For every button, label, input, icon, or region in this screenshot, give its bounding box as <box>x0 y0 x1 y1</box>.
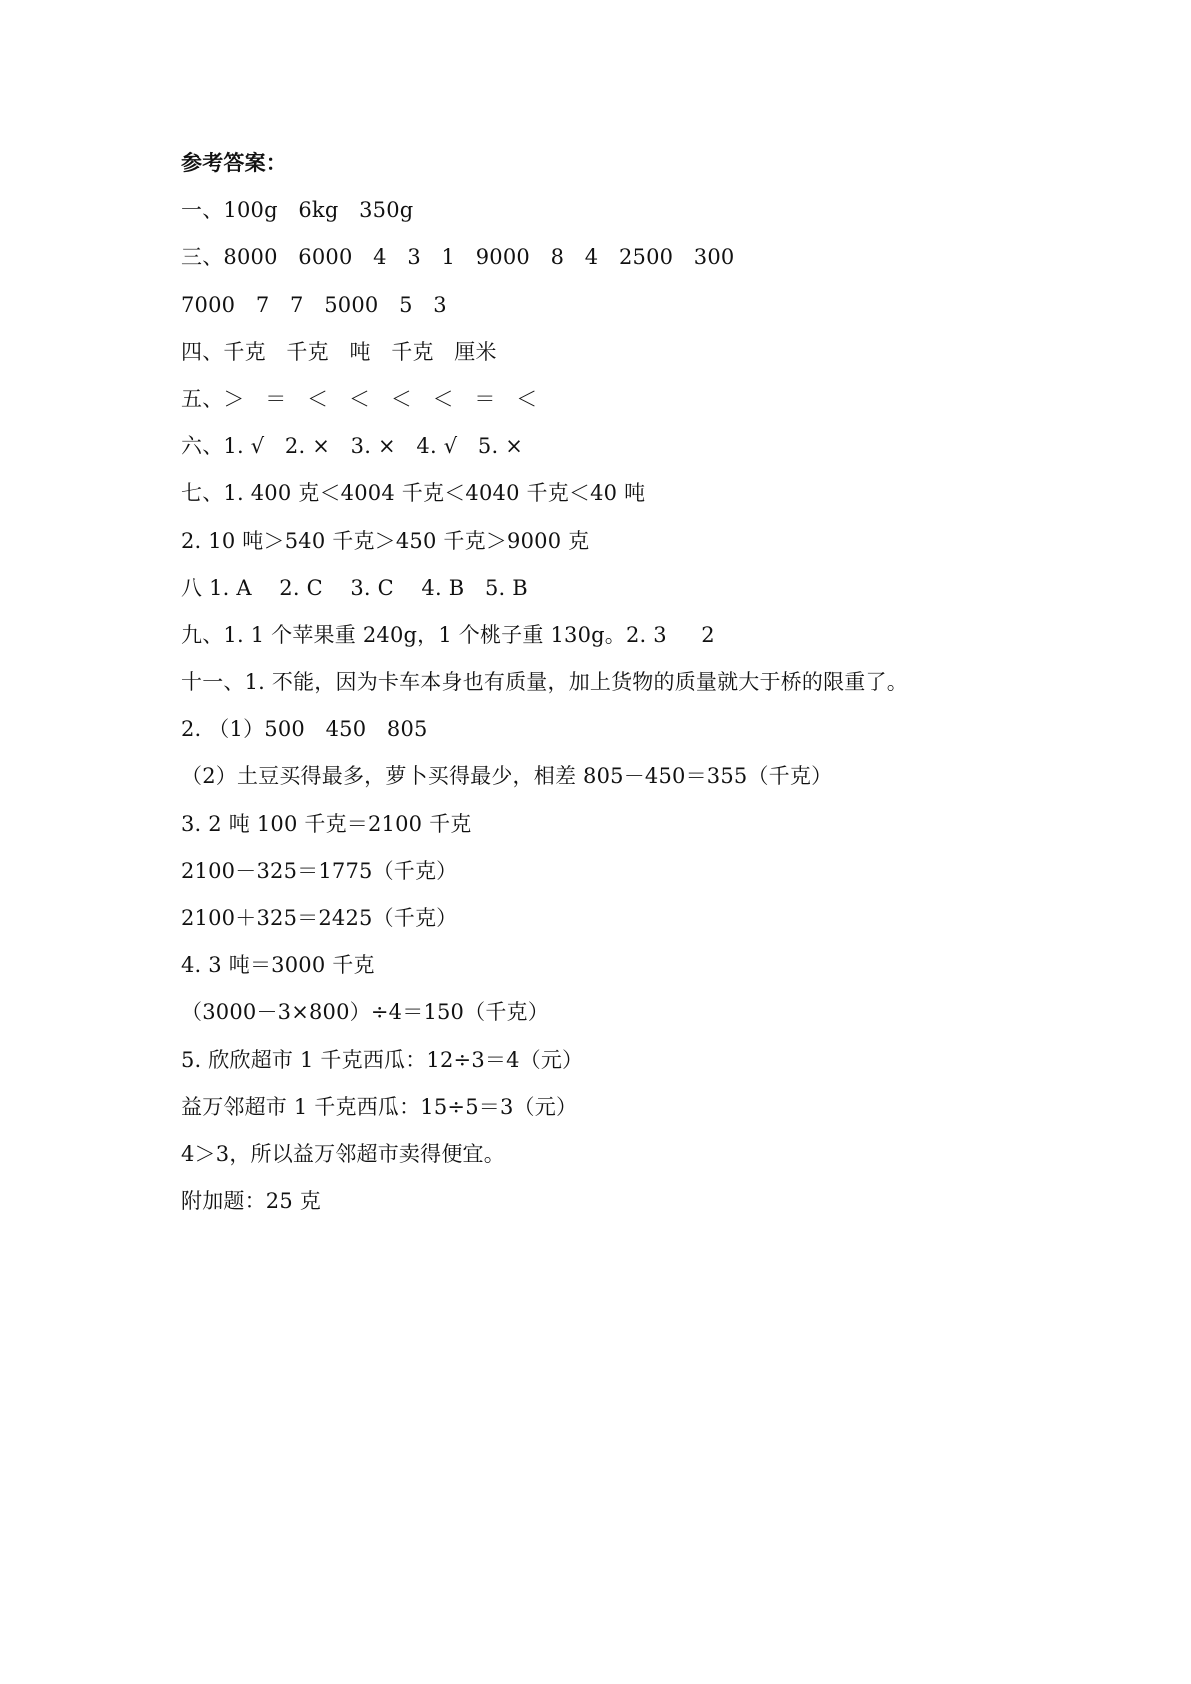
answer-line-11-5c: 4＞3，所以益万邻超市卖得便宜。 <box>181 1141 505 1166</box>
answer-line-11-2b: （2）土豆买得最多，萝卜买得最少，相差 805－450＝355（千克） <box>181 764 833 789</box>
answer-line-6: 六、1. √ 2. × 3. × 4. √ 5. × <box>181 434 524 459</box>
answer-key-content <box>181 140 1081 1225</box>
answer-line-11-5b: 益万邻超市 1 千克西瓜：15÷5＝3（元） <box>181 1094 578 1119</box>
answer-line-1: 一、100g 6kg 350g <box>181 198 414 223</box>
answer-line-7-2: 2. 10 吨＞540 千克＞450 千克＞9000 克 <box>181 528 590 553</box>
answer-line-3-cont: 7000 7 7 5000 5 3 <box>181 292 447 317</box>
answer-line-11-3c: 2100＋325＝2425（千克） <box>181 906 458 930</box>
answer-line-9: 九、1. 1 个苹果重 240g，1 个桃子重 130g。2. 3 2 <box>181 622 715 647</box>
answer-line-7-1: 七、1. 400 克＜4004 千克＜4040 千克＜40 吨 <box>181 481 646 506</box>
answer-line-11-5: 5. 欣欣超市 1 千克西瓜：12÷3＝4（元） <box>181 1047 584 1072</box>
answer-line-11-2: 2. （1）500 450 805 <box>181 717 428 742</box>
answer-line-4: 四、千克 千克 吨 千克 厘米 <box>181 339 497 364</box>
answer-line-8: 八 1. A 2. C 3. C 4. B 5. B <box>181 575 528 600</box>
answer-key-title: 参考答案： <box>181 151 287 175</box>
answer-line-11-3b: 2100－325＝1775（千克） <box>181 858 458 883</box>
answer-line-3: 三、8000 6000 4 3 1 9000 8 4 2500 300 <box>181 245 735 270</box>
answer-line-11-3: 3. 2 吨 100 千克＝2100 千克 <box>181 811 472 836</box>
answer-line-5: 五、＞ ＝ ＜ ＜ ＜ ＜ ＝ ＜ <box>181 386 538 411</box>
answer-line-bonus: 附加题：25 克 <box>181 1189 321 1214</box>
answer-line-11-1: 十一、1. 不能，因为卡车本身也有质量，加上货物的质量就大于桥的限重了。 <box>181 670 908 695</box>
answer-line-11-4: 4. 3 吨＝3000 千克 <box>181 953 375 978</box>
answer-line-11-4b: （3000－3×800）÷4＝150（千克） <box>181 1000 549 1025</box>
